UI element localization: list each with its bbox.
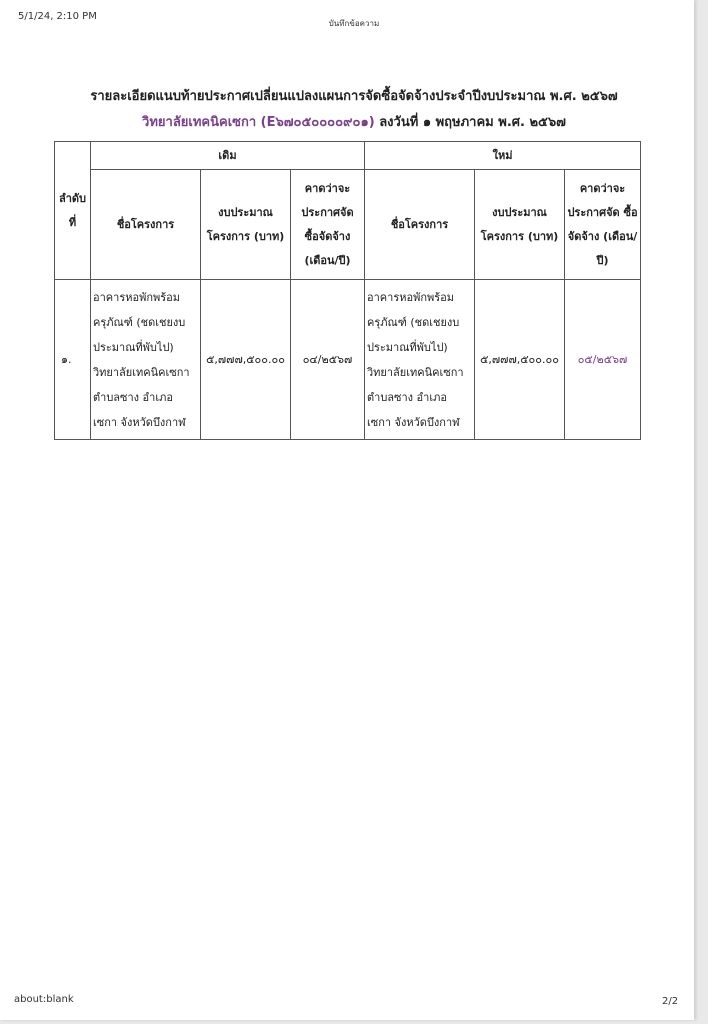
row-old-expected: ๐๔/๒๕๖๗ (291, 280, 365, 440)
header-project-old: ชื่อโครงการ (91, 170, 201, 280)
header-group-new: ใหม่ (365, 142, 641, 170)
header-expected-new: คาดว่าจะ ประกาศจัด ซื้อจัดจ้าง (เดือน/ปี) (565, 170, 641, 280)
row-new-expected: ๐๕/๒๕๖๗ (565, 280, 641, 440)
print-title: บันทึกข้อความ (328, 19, 380, 28)
header-budget-old: งบประมาณ โครงการ (บาท) (201, 170, 291, 280)
table-column-header (55, 170, 641, 280)
row-old-budget: ๕,๗๗๗,๕๐๐.๐๐ (201, 280, 291, 440)
row-new-project: อาคารหอพักพร้อม ครุภัณฑ์ (ชดเชยงบ ประมาณที่พับไป) วิทยาลัยเทคนิคเซกา ตำบลซาง อำเภอ เซกา จังหวัดบึงกาฬ (365, 280, 475, 440)
document-subheading (0, 111, 708, 132)
header-project-new: ชื่อโครงการ (365, 170, 475, 280)
footer-url: about:blank (14, 994, 74, 1005)
header-no: ลำดับ ที่ (55, 142, 91, 280)
header-expected-old: คาดว่าจะ ประกาศจัด ซื้อจัดจ้าง (เดือน/ปี) (291, 170, 365, 280)
document-date: ลงวันที่ ๑ พฤษภาคม พ.ศ. ๒๕๖๗ (379, 115, 566, 130)
row-new-budget: ๕,๗๗๗,๕๐๐.๐๐ (475, 280, 565, 440)
document-heading: รายละเอียดแนบท้ายประกาศเปลี่ยนแปลงแผนการจัดซื้อจัดจ้างประจำปีงบประมาณ พ.ศ. ๒๕๖๗ (90, 89, 618, 104)
row-old-project: อาคารหอพักพร้อม ครุภัณฑ์ (ชดเชยงบ ประมาณที่พับไป) วิทยาลัยเทคนิคเซกา ตำบลซาง อำเภอ เซกา จังหวัดบึงกาฬ (91, 280, 201, 440)
college-name: วิทยาลัยเทคนิคเซกา (E๖๗๐๕๐๐๐๐๙๐๑) (142, 115, 375, 130)
page-number: 2/2 (662, 996, 679, 1007)
header-group-old: เดิม (91, 142, 365, 170)
table-row (55, 280, 641, 440)
table-group-header (55, 142, 641, 170)
row-no: ๑. (55, 280, 91, 440)
print-date: 5/1/24, 2:10 PM (18, 11, 97, 22)
header-budget-new: งบประมาณ โครงการ (บาท) (475, 170, 565, 280)
procurement-table (54, 141, 641, 440)
